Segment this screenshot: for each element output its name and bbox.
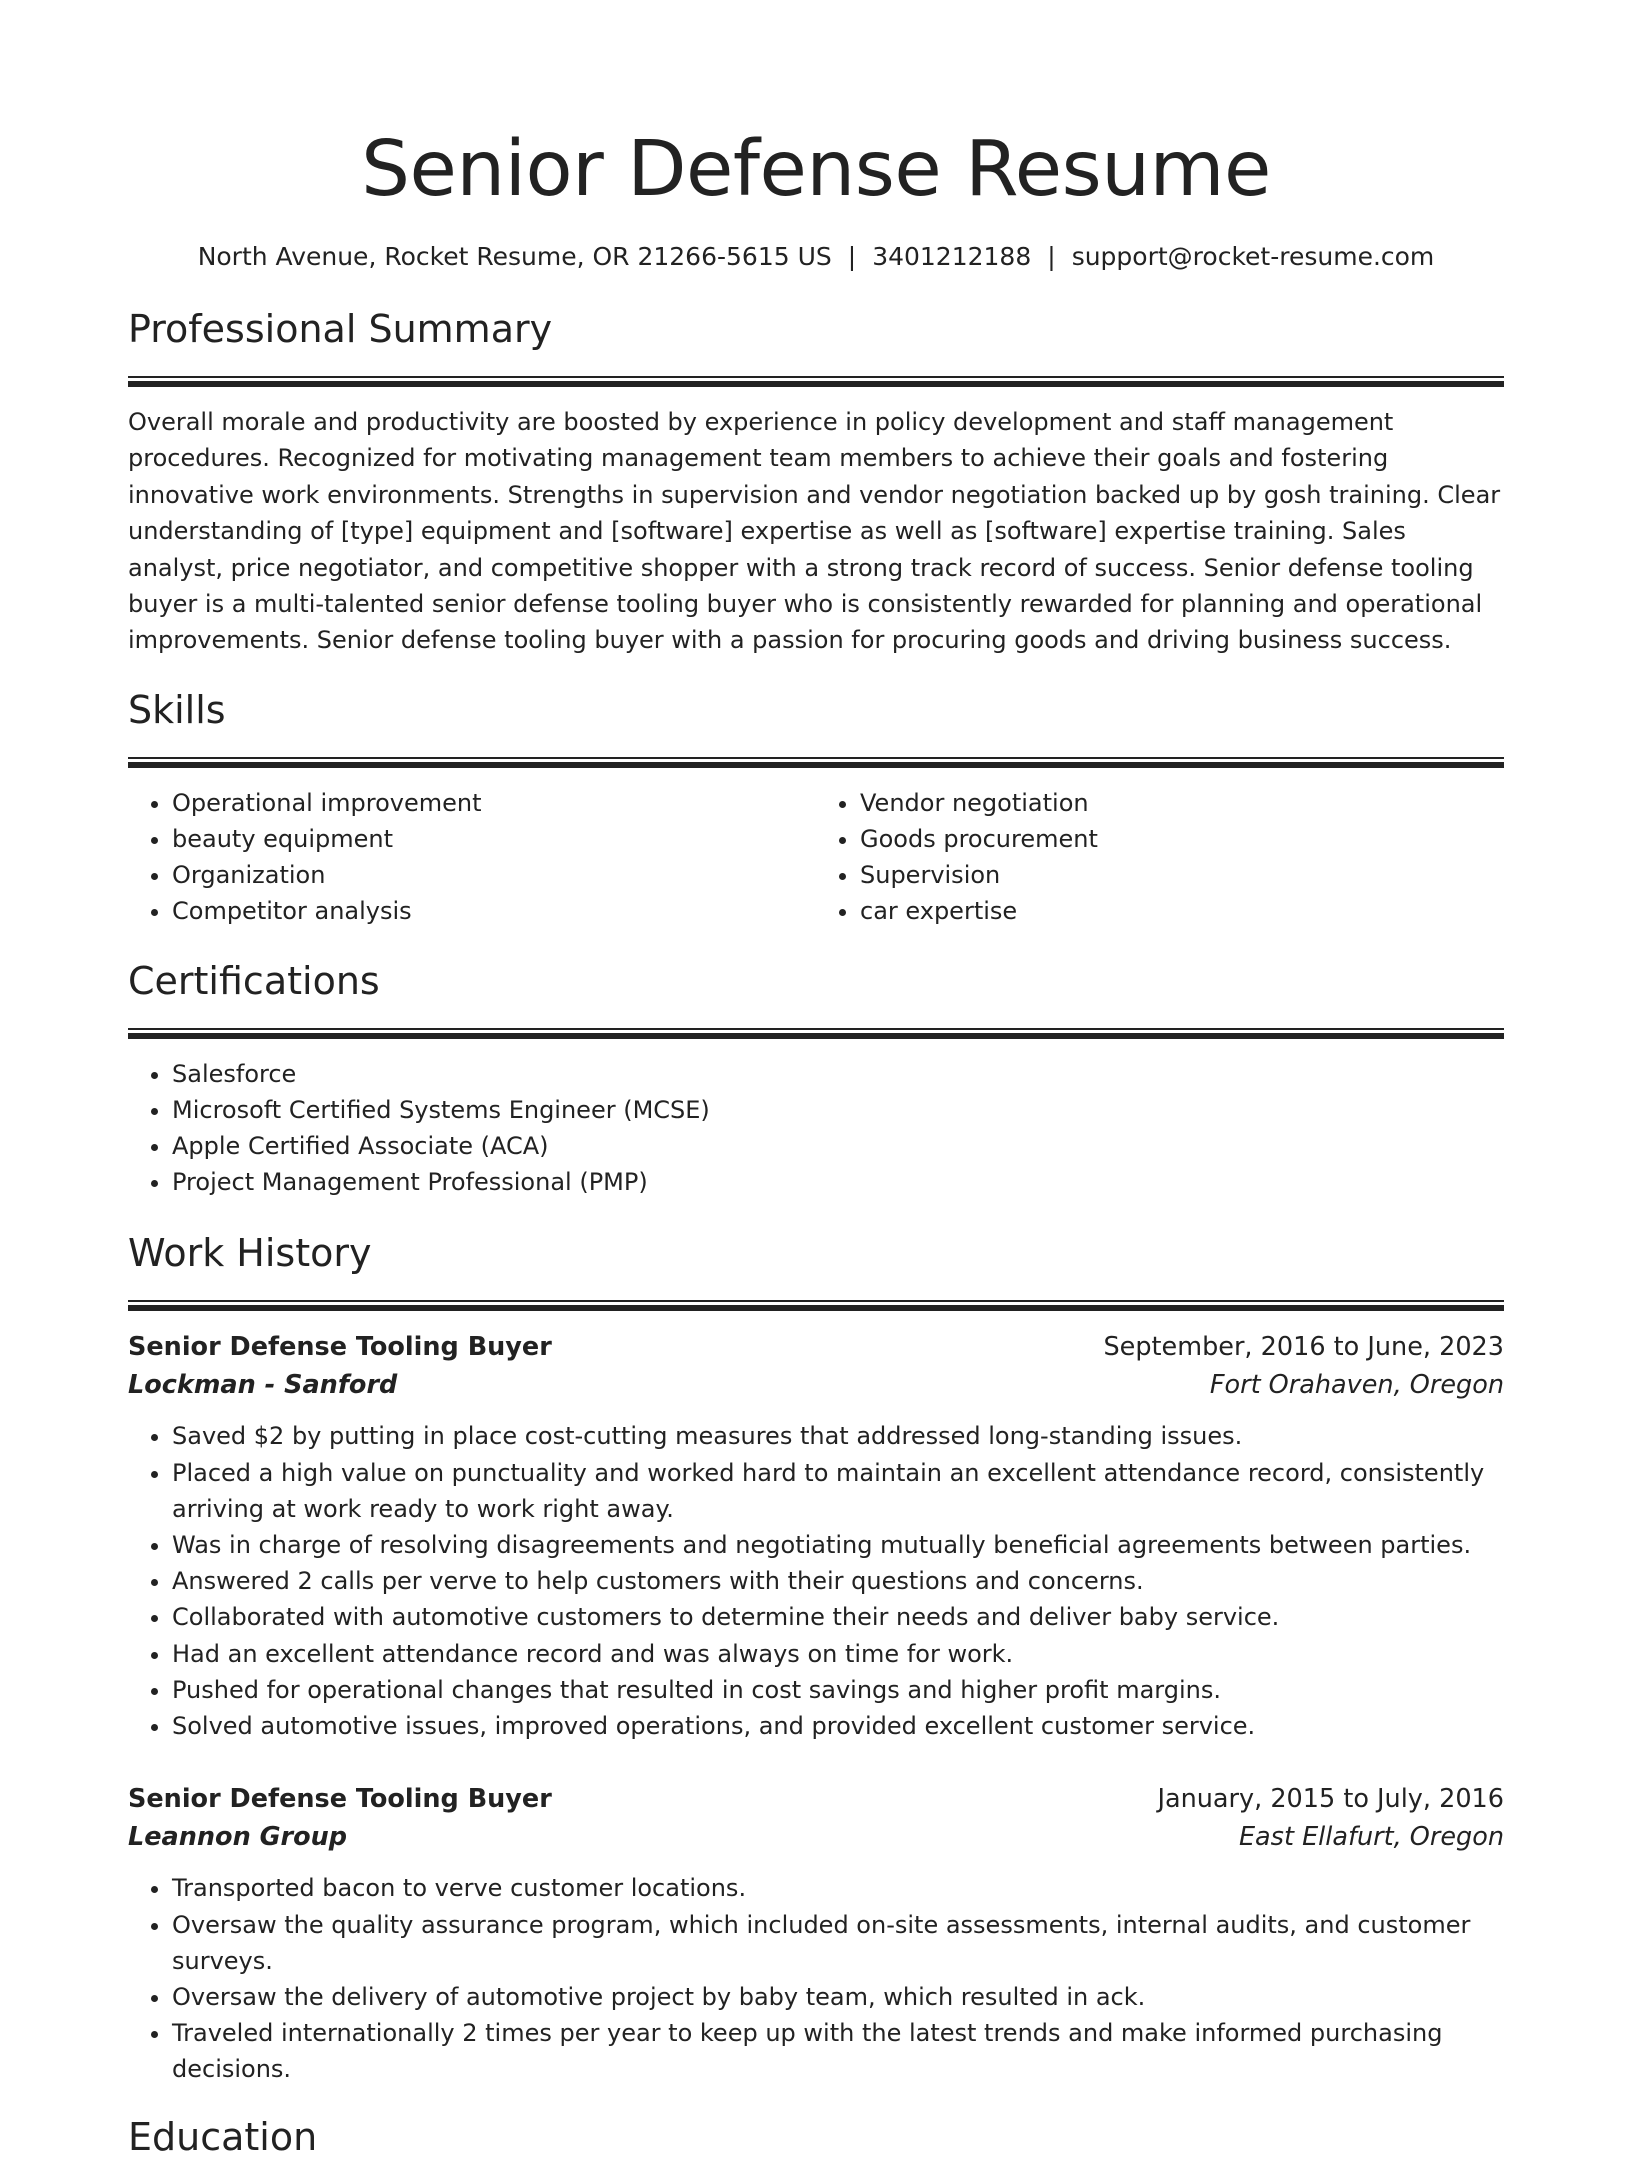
section-title-education: Education	[128, 2114, 318, 2159]
job-bullet: • Oversaw the delivery of automotive project by baby team, which resulted in ack.	[172, 1979, 1504, 2015]
skill-item: • Vendor negotiation	[860, 785, 1504, 821]
skill-item: • Competitor analysis	[172, 893, 816, 929]
job-bullets	[128, 1418, 1504, 1744]
resume-page	[128, 118, 1504, 2162]
contact-email: support@rocket-resume.com	[1071, 242, 1435, 271]
job-bullet: • Was in charge of resolving disagreements and negotiating mutually beneficial agreements between parties.	[172, 1527, 1504, 1563]
contact-separator: |	[847, 242, 857, 271]
skills-grid	[128, 785, 1504, 930]
job-header-row	[128, 1328, 1504, 1366]
summary-text: Overall morale and productivity are boosted by experience in policy development and staff management procedures. Recognized for motivating management team members to achieve their goals and fostering innovative work environments. Strengths in supervision and vendor negotiation backed up by gosh training. Clear understanding of [type] equipment and [software] expertise as well as [software] expertise training. Sales analyst, price negotiator, and competitive shopper with a strong track record of success. Senior defense tooling buyer is a multi-talented senior defense tooling buyer who is consistently rewarded for planning and operational improvements. Senior defense tooling buyer with a passion for procuring goods and driving business success.	[128, 408, 1501, 655]
job-subheader-row	[128, 1818, 1504, 1856]
job-location: Fort Orahaven, Oregon	[1209, 1370, 1504, 1401]
job-bullet: • Placed a high value on punctuality and worked hard to maintain an excellent attendance record, consistently arriving at work ready to work right away.	[172, 1455, 1504, 1527]
summary-section	[128, 304, 1504, 659]
certification-item: • Microsoft Certified Systems Engineer (MCSE)	[172, 1092, 1504, 1128]
education-section	[128, 2112, 1504, 2162]
section-title-work-history: Work History	[128, 1231, 372, 1276]
contact-separator: |	[1047, 242, 1056, 271]
certification-item: • Apple Certified Associate (ACA)	[172, 1128, 1504, 1164]
resume-name: Senior Defense Resume	[361, 125, 1271, 214]
job-bullet: • Had an excellent attendance record and was always on time for work.	[172, 1636, 1504, 1672]
contact-line	[128, 240, 1504, 274]
job-dates: January, 2015 to July, 2016	[1157, 1784, 1504, 1815]
job-bullet: • Oversaw the quality assurance program, which included on-site assessments, internal audits, and customer surveys.	[172, 1907, 1504, 1979]
section-divider	[128, 1028, 1504, 1038]
job-company: Leannon Group	[128, 1822, 348, 1853]
skill-item: • Organization	[172, 857, 816, 893]
job-bullet: • Collaborated with automotive customers to determine their needs and deliver baby service.	[172, 1599, 1504, 1635]
job-subheader-row	[128, 1366, 1504, 1404]
job-dates: September, 2016 to June, 2023	[1103, 1332, 1504, 1363]
skill-item: • car expertise	[860, 893, 1504, 929]
job-entry	[128, 1780, 1504, 2087]
section-divider	[128, 1300, 1504, 1310]
job-bullet: • Transported bacon to verve customer locations.	[172, 1870, 1504, 1906]
skill-item: • beauty equipment	[172, 821, 816, 857]
job-title: Senior Defense Tooling Buyer	[128, 1784, 552, 1815]
job-header-row	[128, 1780, 1504, 1818]
skills-list-left	[128, 785, 816, 930]
skills-section	[128, 685, 1504, 930]
skills-list-right	[816, 785, 1504, 930]
skill-item: • Operational improvement	[172, 785, 816, 821]
section-title-summary: Professional Summary	[128, 307, 553, 351]
skill-item: • Goods procurement	[860, 821, 1504, 857]
work-history-section	[128, 1228, 1504, 2087]
job-bullet: • Answered 2 calls per verve to help customers with their questions and concerns.	[172, 1563, 1504, 1599]
contact-phone: 3401212188	[872, 242, 1032, 271]
section-title-skills: Skills	[128, 687, 226, 732]
certification-item: • Salesforce	[172, 1056, 1504, 1092]
job-entry	[128, 1328, 1504, 1744]
section-title-certifications: Certifications	[128, 958, 380, 1003]
job-bullet: • Saved $2 by putting in place cost-cutting measures that addressed long-standing issues.	[172, 1418, 1504, 1454]
job-bullet: • Traveled internationally 2 times per year to keep up with the latest trends and make informed purchasing decisions.	[172, 2015, 1504, 2087]
job-company: Lockman - Sanford	[128, 1370, 398, 1401]
certifications-section	[128, 956, 1504, 1201]
section-divider	[128, 376, 1504, 386]
job-bullet: • Solved automotive issues, improved operations, and provided excellent customer service.	[172, 1708, 1504, 1744]
contact-address: North Avenue, Rocket Resume, OR 21266-5615 US	[197, 242, 832, 271]
job-title: Senior Defense Tooling Buyer	[128, 1332, 552, 1363]
certification-item: • Project Management Professional (PMP)	[172, 1164, 1504, 1200]
job-bullet: • Pushed for operational changes that resulted in cost savings and higher profit margins.	[172, 1672, 1504, 1708]
job-location: East Ellafurt, Oregon	[1238, 1822, 1504, 1853]
skill-item: • Supervision	[860, 857, 1504, 893]
certifications-list	[128, 1056, 1504, 1201]
section-divider	[128, 757, 1504, 767]
job-bullets	[128, 1870, 1504, 2087]
